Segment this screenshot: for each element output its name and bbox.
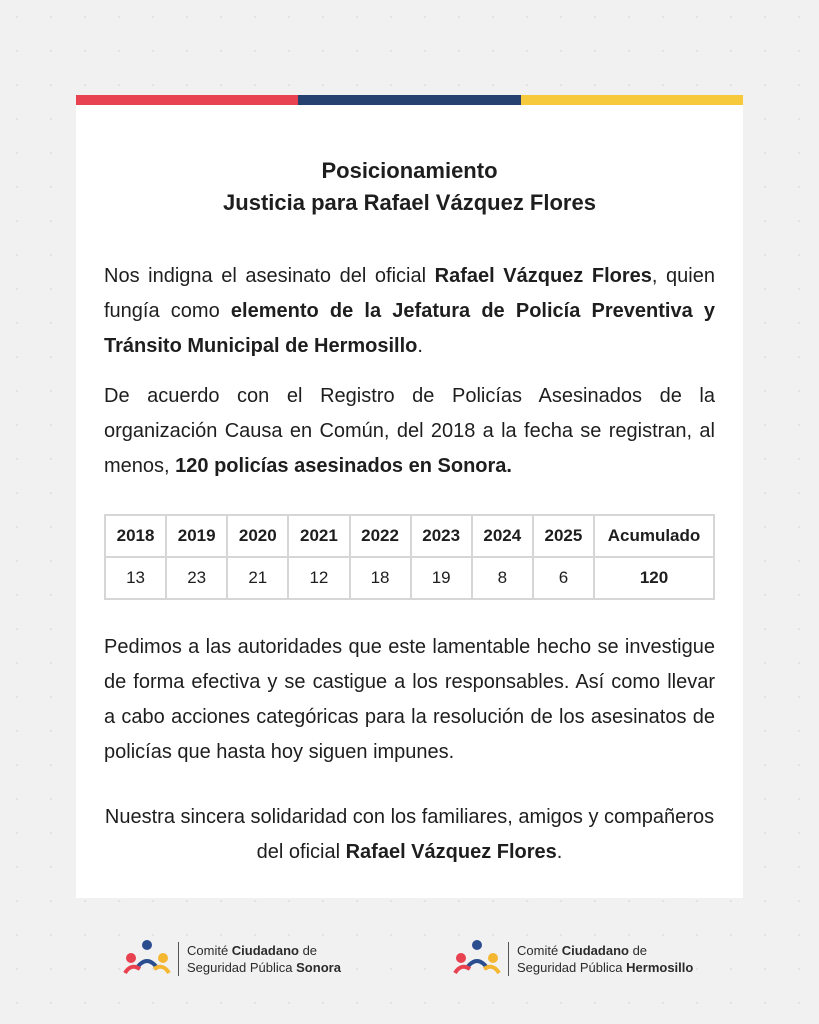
logo-hermosillo-text <box>508 942 693 976</box>
title-line-1: Posicionamiento <box>321 158 498 183</box>
header-cell-accumulated: Acumulado <box>594 515 714 557</box>
header-cell: 2022 <box>350 515 411 557</box>
statement-card <box>76 95 743 898</box>
title-line-2: Justicia para Rafael Vázquez Flores <box>223 190 596 215</box>
table-values-row <box>105 557 714 599</box>
value-cell: 18 <box>350 557 411 599</box>
p1-bold-agency: elemento de la Jefatura de Policía Preventiva y Tránsito Municipal de Hermosillo <box>104 300 716 357</box>
p1-text-1: Nos indigna el asesinato del oficial <box>104 265 435 287</box>
header-cell: 2025 <box>533 515 594 557</box>
value-cell: 19 <box>411 557 472 599</box>
color-stripe <box>76 95 743 105</box>
closing-paragraph <box>104 800 715 870</box>
value-cell: 6 <box>533 557 594 599</box>
footer-logos <box>0 936 819 986</box>
closing-bold-name: Rafael Vázquez Flores <box>345 841 557 863</box>
p1-bold-name: Rafael Vázquez Flores <box>434 265 652 287</box>
logo-line-1: Comité Ciudadano de <box>187 943 318 958</box>
logo-line-2: Seguridad Pública Hermosillo <box>517 960 694 975</box>
p2-bold-count: 120 policías asesinados en Sonora. <box>175 455 512 477</box>
p1-text-2: , quien fungía como <box>104 265 715 322</box>
stripe-yellow <box>521 95 743 105</box>
stripe-red <box>76 95 298 105</box>
document-body <box>76 259 743 870</box>
header-cell: 2024 <box>472 515 533 557</box>
value-cell-total: 120 <box>594 557 714 599</box>
header-cell: 2020 <box>227 515 288 557</box>
value-cell: 8 <box>472 557 533 599</box>
stripe-blue <box>298 95 520 105</box>
paragraph-3: Pedimos a las autoridades que este lamentable hecho se investigue de forma efectiva y se castigue a los responsables. Así como llevar a cabo acciones categóricas para la resolución de los asesinatos de policías que hasta hoy siguen impunes. <box>104 636 715 763</box>
logo-line-2: Seguridad Pública Sonora <box>187 960 341 975</box>
logo-sonora-text <box>178 942 341 976</box>
value-cell: 13 <box>105 557 166 599</box>
header-cell: 2021 <box>288 515 349 557</box>
header-cell: 2019 <box>166 515 227 557</box>
p2-text-1: De acuerdo con el Registro de Policías Asesinados de la organización Causa en Común, del 2018 a la fecha se registran, al menos, <box>104 385 715 477</box>
header-cell: 2018 <box>105 515 166 557</box>
table-header-row <box>105 515 714 557</box>
header-cell: 2023 <box>411 515 472 557</box>
committee-logo-icon <box>452 939 502 979</box>
closing-text-1: Nuestra sincera solidaridad con los familiares, amigos y compañeros del oficial <box>104 806 715 863</box>
value-cell: 23 <box>166 557 227 599</box>
paragraph-2 <box>104 379 715 484</box>
statistics-table <box>104 514 715 600</box>
closing-text-2: . <box>556 841 563 863</box>
document-title <box>76 155 743 219</box>
value-cell: 12 <box>288 557 349 599</box>
logo-sonora <box>122 936 341 982</box>
value-cell: 21 <box>227 557 288 599</box>
logo-hermosillo <box>452 936 693 982</box>
committee-logo-icon <box>122 939 172 979</box>
paragraph-1 <box>104 259 715 364</box>
p1-text-3: . <box>417 335 423 357</box>
logo-line-1: Comité Ciudadano de <box>517 943 648 958</box>
